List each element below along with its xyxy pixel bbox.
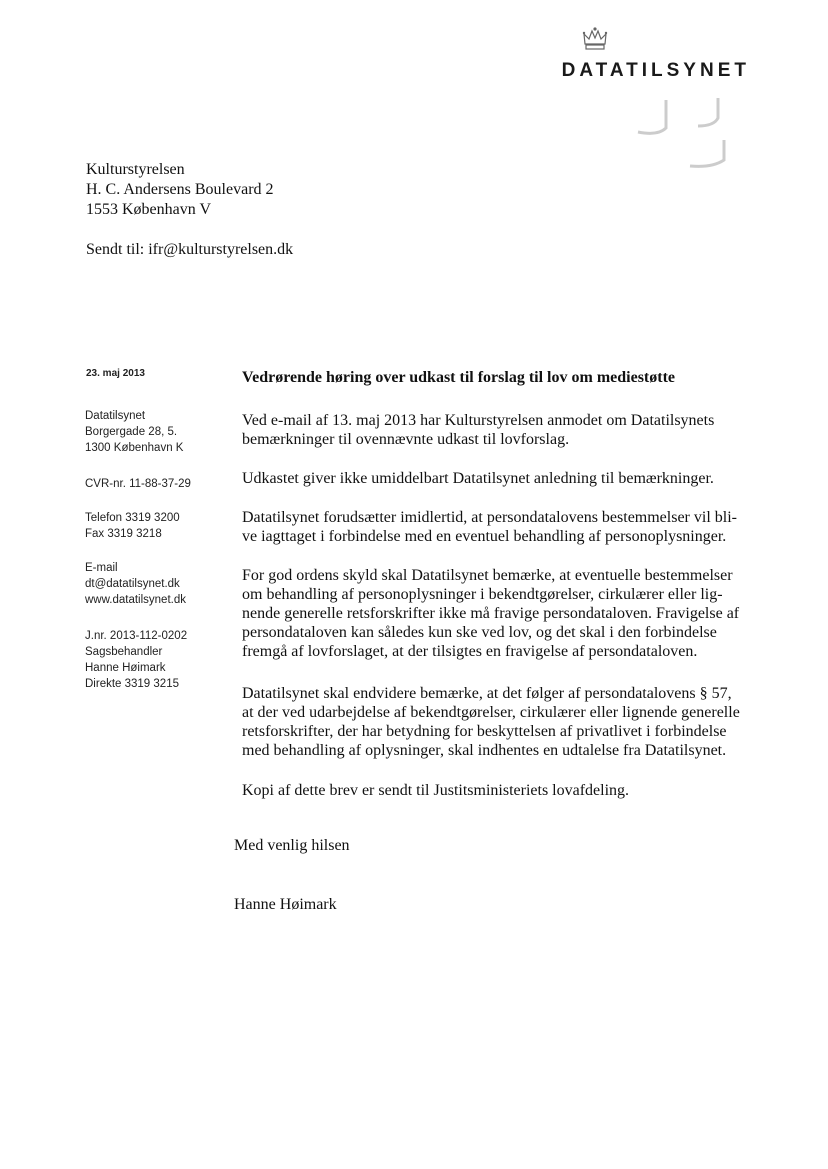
email-label: E-mail xyxy=(85,562,118,574)
paragraph-line: om behandling af personoplysninger i bekendtgørelser, cirkulærer eller lig- xyxy=(242,586,723,603)
sender-address-block xyxy=(85,408,183,456)
sender-city: 1300 København K xyxy=(85,442,184,454)
direct-phone: Direkte 3319 3215 xyxy=(85,678,179,690)
contact-block xyxy=(85,560,186,608)
paragraph-line: For god ordens skyld skal Datatilsynet bemærke, at eventuelle bestemmelser xyxy=(242,567,733,584)
paragraph-line: Udkastet giver ikke umiddelbart Datatilsynet anledning til bemærkninger. xyxy=(242,470,714,487)
signature-name: Hanne Høimark xyxy=(234,896,337,913)
recipient-address xyxy=(86,160,274,220)
phone-block xyxy=(85,510,180,542)
sender-street: Borgergade 28, 5. xyxy=(85,426,178,438)
email-address: dt@datatilsynet.dk xyxy=(85,578,180,590)
recipient-name: Kulturstyrelsen xyxy=(86,161,185,178)
journal-number: J.nr. 2013-112-0202 xyxy=(85,630,188,642)
letter-date: 23. maj 2013 xyxy=(86,368,145,379)
sent-to: Sendt til: ifr@kulturstyrelsen.dk xyxy=(86,241,294,258)
paragraph-line: fremgå af lovforslaget, at der tilsigtes en fravigelse af persondataloven. xyxy=(242,643,698,660)
sender-org: Datatilsynet xyxy=(85,410,146,422)
paragraph-line: bemærkninger til ovennævnte udkast til lovforslag. xyxy=(242,431,570,448)
paragraph xyxy=(242,508,762,546)
cvr-block xyxy=(85,476,191,492)
paragraph-line: Datatilsynet forudsætter imidlertid, at persondatalovens bestemmelser vil bli- xyxy=(242,509,737,526)
paragraph xyxy=(242,684,762,760)
handler-label: Sagsbehandler xyxy=(85,646,163,658)
cvr-number: CVR-nr. 11-88-37-29 xyxy=(85,478,191,490)
website: www.datatilsynet.dk xyxy=(85,594,186,606)
paragraph-line: at der ved udarbejdelse af bekendtgørelser, cirkulærer eller lignende generelle xyxy=(242,704,740,721)
scan-marks-icon xyxy=(628,92,728,172)
fax-number: Fax 3319 3218 xyxy=(85,528,162,540)
paragraph-line: nende generelle retsforskrifter ikke må fravige persondataloven. Fravigelse af xyxy=(242,605,740,622)
brand-name: DATATILSYNET xyxy=(561,60,750,81)
letter-subject: Vedrørende høring over udkast til forslag til lov om mediestøtte xyxy=(242,369,676,386)
handler-name: Hanne Høimark xyxy=(85,662,166,674)
paragraph-line: ve iagttaget i forbindelse med en eventuel behandling af personoplysninger. xyxy=(242,528,727,545)
paragraph-line: persondataloven kan således kun ske ved lov, og det skal i den forbindelse xyxy=(242,624,717,641)
recipient-street: H. C. Andersens Boulevard 2 xyxy=(86,181,274,198)
paragraph-line: med behandling af oplysninger, skal indhentes en udtalelse fra Datatilsynet. xyxy=(242,742,727,759)
paragraph-line: retsforskrifter, der har betydning for beskyttelsen af privatlivet i forbindelse xyxy=(242,723,727,740)
paragraph xyxy=(242,411,762,449)
paragraph xyxy=(242,781,762,800)
crown-icon xyxy=(582,26,608,54)
paragraph xyxy=(242,469,762,488)
letterhead-logo xyxy=(528,26,750,86)
closing-salutation: Med venlig hilsen xyxy=(234,837,350,854)
recipient-city: 1553 København V xyxy=(86,201,212,218)
case-block xyxy=(85,628,187,692)
paragraph-line: Ved e-mail af 13. maj 2013 har Kulturstyrelsen anmodet om Datatilsynets xyxy=(242,412,715,429)
paragraph xyxy=(242,566,762,661)
paragraph-line: Kopi af dette brev er sendt til Justitsministeriets lovafdeling. xyxy=(242,782,630,799)
phone-number: Telefon 3319 3200 xyxy=(85,512,180,524)
paragraph-line: Datatilsynet skal endvidere bemærke, at det følger af persondatalovens § 57, xyxy=(242,685,732,702)
